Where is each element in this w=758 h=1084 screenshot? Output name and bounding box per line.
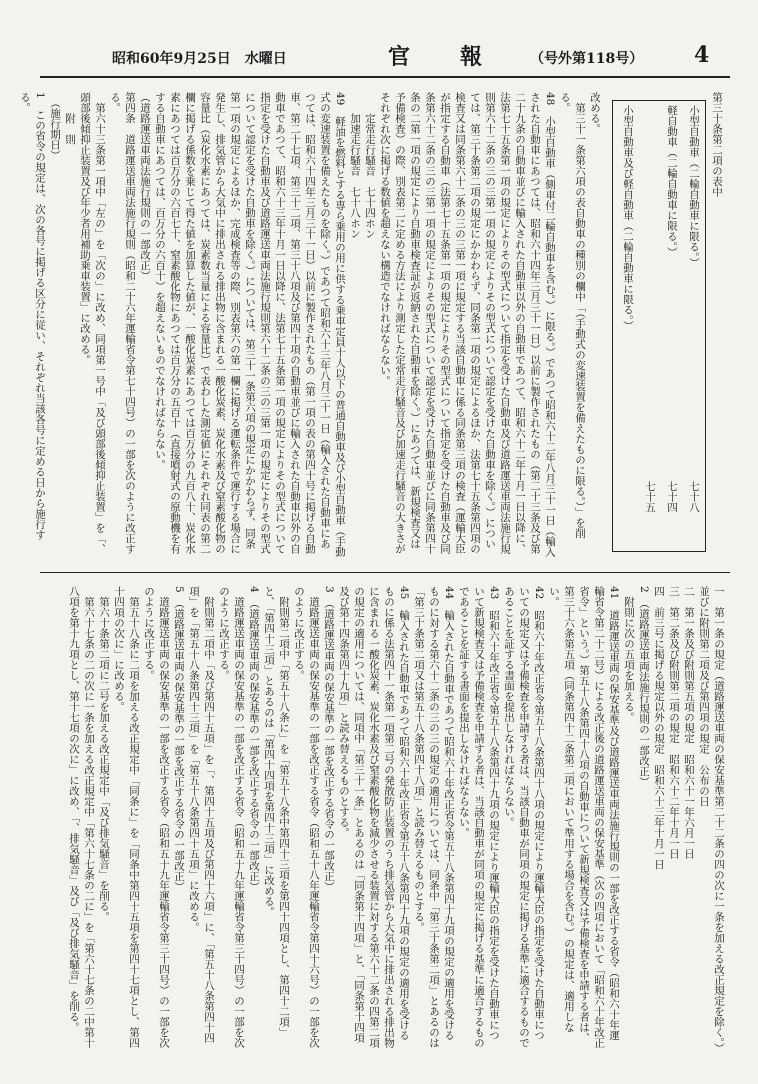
table-row-label: 軽自動車（二輪自動車に限る。） xyxy=(666,105,678,258)
paragraph: 41 道路運送車両の保安基準及び道路運送車両法施行規則の一部を改正する省令（昭和六十年運輸省令第二十二号）による改正後の道路運送車両の保安基準（次の四項において「昭和六十年改正省令」という。）第五十八条第四十八項の自動車について新規検査又は予備検査を申請する者は、第三十六条第五項（同条第四十二条第二項において準用する場合を含む。）の規定は、適用しない。 xyxy=(548,586,620,1048)
table-row-value: 七十五 xyxy=(644,481,656,513)
header-rule xyxy=(40,76,730,78)
gazette-title: 官 報 xyxy=(388,44,497,70)
lower-text-block xyxy=(42,586,726,1048)
table-caption: 第三十条第二項の表中 xyxy=(711,92,723,197)
paragraph: 加速走行騒音 七十八ホン xyxy=(349,92,361,239)
paragraph: 第三十一条第六項の表自動車の種別の欄中「（手動式の変速装置を備えたものに限る。）」を削る。 xyxy=(559,92,586,539)
paragraph: 2 （道路運送車両法施行規則の一部改正） xyxy=(638,586,650,787)
section-divider xyxy=(40,572,730,573)
page-number: 4 xyxy=(694,42,710,68)
paragraph: 43 昭和六十年改正省令第五十八条第四十九項の規定により運輸大臣の指定を受けた自動車について新規検査又は予備検査を申請する者は、当該自動車が同項の規定に掲げる基準に適合するものであることを証する書面を提出しなければならない。 xyxy=(458,586,500,1048)
paragraph: 三 第二条及び附則第二項の規定 昭和六十二年十月一日 xyxy=(668,586,680,859)
paragraph: （施行期日） xyxy=(49,92,61,161)
paragraph: 道路運送車両の保安基準の一部を改正する省令（昭和五十九年運輸省令第三十四号）の一部を次のように改正する。 xyxy=(218,586,245,1048)
table-row-value: 七十八 xyxy=(688,481,700,513)
table-row-label: 小型自動車及び軽自動車（二輪自動車に限る。） xyxy=(622,105,634,331)
paragraph: 改める。 xyxy=(589,92,601,134)
paragraph: 第五十八条に二項を加える改正規定中「同条に」を「同条中第四十五項を第四十七項とし、第四十四項の次に」に改める。 xyxy=(113,586,140,1048)
page-header xyxy=(40,34,730,74)
paragraph: 附則に次の五項を加える。 xyxy=(623,586,635,723)
table-row-label: 小型自動車（二輪自動車に限る。） xyxy=(688,105,700,268)
paragraph: 45 輸入された自動車であつて昭和六十年改正省令第五十八条第四十九項の規定の適用を受けるものに係る法第四十一条第一項第二号の発散防止装置のうち排気管から大気中に排出される排出物に含まれる一酸化炭素、炭化水素及び窒素酸化物を減少させる装置に対する第六十二条の四第二項の規定の適用については、同項中「第三十一条」とあるのは「同条第十四項」と、「同条第十四項及び第十四条第四十九項」と読み替えるものとする。 xyxy=(338,586,410,1048)
vehicle-noise-table xyxy=(612,100,706,552)
paragraph: 四 前三号に掲げる規定以外の規定 昭和六十三年十月一日 xyxy=(653,586,665,870)
paragraph: 48 小型自動車（側車付二輪自動車を含む。）に限る。）であつて昭和六十二年八月三十一日（輸入された自動車にあつては、昭和六十四年三月三十一日）以前に製作されたもの（第二十三条及び第二十九条の自動車並びに輸入された自動車以外の自動車であつて、昭和六十二年十月一日以降に、法第七十五条第一項の規定によりその型式について指定を受けた自動車及び道路運送車両法施行規則第六十二条の三の三第一項の規定によりその型式について認定を受けた自動車を除く。）については、第三十条第二項の規定にかかわらず、同条第一項の規定によるほか、法第七十五条第四項の検査又は同条第六十二条の三の三第一項に規定する当該自動車に係る同条第三項の検査（運輸大臣が指定する自動車（法第七十五条第一項の規定によりその型式について指定を受けた自動車及び同条第六十二条の三の三第一項の規定によりその型式について認定を受けた自動車並びに同条第四十条の二第一項の規定により自動車検査証が返納された自動車を除く。）にあつては、新規検査又は予備検査）の際、別表第二に定める方法により測定した定常走行騒音及び加速走行騒音の大きさがそれぞれ次に掲げる数値を超えない構造でなければならない。 xyxy=(379,92,556,557)
paragraph: 第六十条第二項に二号を加える改正規定中「及び排気騒音」を削る。 xyxy=(98,586,110,922)
paragraph: 道路運送車両の保安基準の一部を改正する省令（昭和五十九年運輸省令第三十四号）の一部を次のように改正する。 xyxy=(143,586,170,1048)
paragraph: 道路運送車両の保安基準の一部を改正する省令（昭和五十八年運輸省令第四十六号）の一部を次のように改正する。 xyxy=(293,586,320,1048)
paragraph: 3 （道路運送車両の保安基準の一部を改正する省令の一部改正） xyxy=(323,586,335,892)
paragraph: 第六十三条第一項中「左の」を「次の」に改め、同項第一号中「及び頭部後傾抑止装置」を「、頭部後傾抑止装置及び年少者用補助乗車装置」に改める。 xyxy=(79,92,106,554)
paragraph: 二 第一条及び附則第五項の規定 昭和六十一年六月一日 xyxy=(683,586,695,859)
paragraph: 42 昭和六十年改正省令第五十八条第四十八項の規定により運輸大臣の指定を受けた自動車についての規定又は予備検査を申請する者は、当該自動車が同項の規定に掲げる基準に適合するものであることを証する書面を提出しなければならない。 xyxy=(503,586,545,1048)
paragraph: 附則第二項中「及び第四十五項」を「、第四十五項及び第四十六項」に、「第五十八条第四十四項」を「第五十八条第四十三項」を「第五十八条第四十五項」に改める。 xyxy=(188,586,215,1043)
issue-date: 昭和60年9月25日 水曜日 xyxy=(112,51,287,67)
paragraph: （道路運送車両法施行規則の一部改正） xyxy=(139,92,151,281)
paragraph: 一 第一条の規定（道路運送車両の保安基準第二十二条の四の次に一条を加える改正規定を除く。）並びに附則第二項及び第四項の規定 公布の日 xyxy=(698,586,725,1048)
paragraph: 附 則 xyxy=(64,92,76,145)
paragraph: 第六十七条の二の次に一条を加える改正規定中「第六十七条の二に」を「第六十七条の二中第十八項を第十九項とし、第十七項の次に」に改め、「、排気騒音」及び「及び排気騒音」を削る。 xyxy=(68,586,95,1048)
paragraph: 44 輸入された自動車であつて昭和六十年改正省令第五十八条第四十九項の規定の適用を受けるものに対する第六十二条の三の三の規定の適用については、同条中「第三十条第二項」とあるのは「第三十条第二項又は第五十八条第四十八項」と読み替えるものとする。 xyxy=(413,586,455,1048)
issue-number: （号外第118号） xyxy=(530,51,644,67)
table-row-value: 七十四 xyxy=(666,481,678,513)
upper-text-block xyxy=(19,92,602,558)
paragraph: 5 （道路運送車両の保安基準の一部を改正する省令の一部改正） xyxy=(173,586,185,892)
paragraph: 第四条 道路運送車両法施行規則（昭和二十六年運輸省令第七十四号）の一部を次のように改正する。 xyxy=(109,92,136,554)
paragraph: 附則第二項中「第五十八条に」を「第五十八条中第四十三項を第四十四項とし、第四十二項」と、「第四十三項」とあるのは「第四十四項を第四十三項」に改める。 xyxy=(263,586,290,1038)
paragraph: 4 （道路運送車両の保安基準の一部を改正する省令の一部改正） xyxy=(248,586,260,892)
paragraph: 49 軽油を燃料とする専ら乗用の用に供する乗車定員十人以下の普通自動車及び小型自動車（手動式の変速装置を備えたものを除く。）であつて昭和六十三年八月三十一日（輸入された自動車にあつては、昭和六十四年三月三十一日）以前に製作されたもの（第一項の表の第四十号に掲げる自動車、第二十七項、第三十二項、第三十八項及び第四十項の自動車並びに輸入された自動車以外の自動車であつて、昭和六十三年十月一日以降に、法第七十五条第一項の規定によりその型式について指定を受けた自動車及び道路運送車両法施行規則第六十二条の三の三第一項の規定によりその型式について認定を受けた自動車を除く。）については、第三十一条第六項の規定にかかわらず、同条第一項の規定によるほか、完成検査等の際、別表第六の第一欄に掲げる運転条件で運行する場合に発生し、排気管から大気中に排出される排出物に含まれる一酸化炭素、炭化水素及び窒素酸化物の容量比（炭化水素にあつては、炭素数当量による容量比）で表わした測定値にそれぞれ同表の第二欄に掲げる係数を乗じて得た値を加算した値が、一酸化炭素にあつては百万分の九百八十、炭化水素にあつては百万分の六百七十、窒素酸化物にあつては百万分の五百十（直接噴射式の原動機を有する自動車にあつては、百万分の六百十）を超えないものでなければならない。 xyxy=(154,92,346,557)
paragraph: 1 この省令の規定は、次の各号に掲げる区分に従い、それぞれ当該各号に定める日から施行する。 xyxy=(19,92,46,540)
paragraph: 定常走行騒音 七十四ホン xyxy=(364,92,376,239)
